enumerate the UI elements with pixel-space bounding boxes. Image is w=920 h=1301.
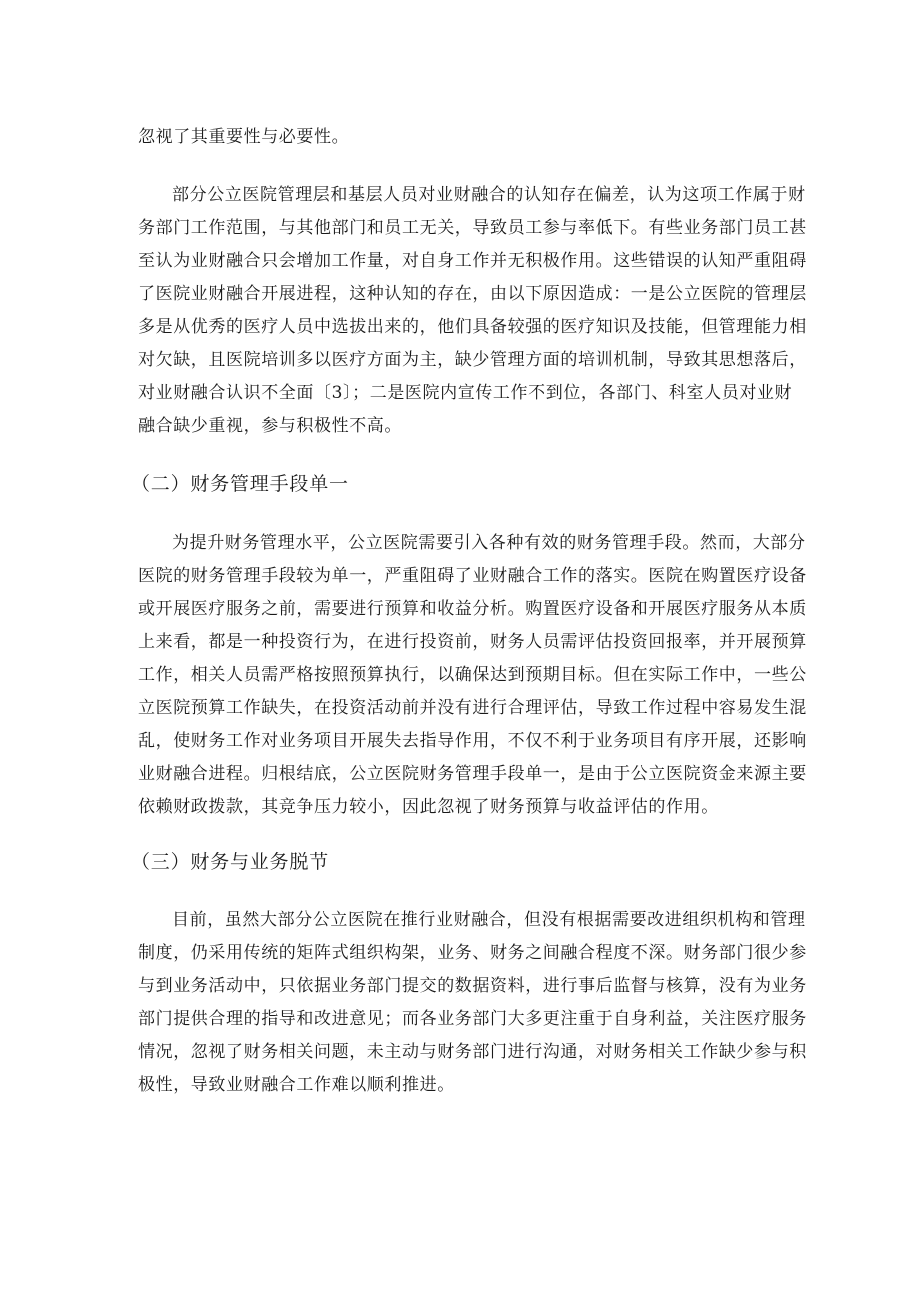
text-line: 融合缺少重视，参与积极性不高。 <box>138 416 402 436</box>
text-line: 至认为业财融合只会增加工作量，对自身工作并无积极作用。这些错误的认知严重阻碍 <box>138 251 807 271</box>
text-line: 目前，虽然大部分公立医院在推行业财融合，但没有根据需要改进组织机构和管理 <box>172 910 806 930</box>
text-line: 医院的财务管理手段较为单一，严重阻碍了业财融合工作的落实。医院在购置医疗设备 <box>138 566 807 586</box>
text-line: 多是从优秀的医疗人员中选拔出来的，他们具备较强的医疗知识及技能，但管理能力相 <box>138 317 807 337</box>
text-line: 部分公立医院管理层和基层人员对业财融合的认知存在偏差，认为这项工作属于财 <box>172 185 806 205</box>
text-line: 了医院业财融合开展进程，这种认知的存在，由以下原因造成：一是公立医院的管理层 <box>138 284 807 304</box>
text-line: 对欠缺，且医院培训多以医疗方面为主，缺少管理方面的培训机制，导致其思想落后， <box>138 350 807 370</box>
text-line: 立医院预算工作缺失，在投资活动前并没有进行合理评估，导致工作过程中容易发生混 <box>138 698 807 718</box>
text-line: 情况，忽视了财务相关问题，未主动与财务部门进行沟通，对财务相关工作缺少参与积 <box>138 1042 807 1062</box>
text-line: 忽视了其重要性与必要性。 <box>138 127 350 147</box>
text-line: 为提升财务管理水平，公立医院需要引入各种有效的财务管理手段。然而，大部分 <box>172 533 806 553</box>
text-line: 与到业务活动中，只依据业务部门提交的数据资料，进行事后监督与核算，没有为业务 <box>138 976 807 996</box>
text-line: 乱，使财务工作对业务项目开展失去指导作用，不仅不利于业务项目有序开展，还影响 <box>138 731 807 751</box>
text-line: 务部门工作范围，与其他部门和员工无关，导致员工参与率低下。有些业务部门员工甚 <box>138 218 807 238</box>
text-line: 制度，仍采用传统的矩阵式组织构架，业务、财务之间融合程度不深。财务部门很少参 <box>138 943 807 963</box>
section-heading: （三）财务与业务脱节 <box>131 851 330 873</box>
text-line: 或开展医疗服务之前，需要进行预算和收益分析。购置医疗设备和开展医疗服务从本质 <box>138 599 807 619</box>
text-line: 依赖财政拨款，其竞争压力较小，因此忽视了财务预算与收益评估的作用。 <box>138 797 719 817</box>
text-line: 上来看，都是一种投资行为，在进行投资前，财务人员需评估投资回报率，并开展预算 <box>138 632 807 652</box>
section-heading: （二）财务管理手段单一 <box>131 473 349 495</box>
text-line: 部门提供合理的指导和改进意见；而各业务部门大多更注重于自身利益，关注医疗服务 <box>138 1009 807 1029</box>
text-line: 对业财融合认识不全面〔3〕；二是医院内宣传工作不到位，各部门、科室人员对业财 <box>138 383 793 403</box>
text-line: 极性，导致业财融合工作难以顺利推进。 <box>138 1075 455 1095</box>
text-line: 业财融合进程。归根结底，公立医院财务管理手段单一，是由于公立医院资金来源主要 <box>138 764 807 784</box>
text-line: 工作，相关人员需严格按照预算执行，以确保达到预期目标。但在实际工作中，一些公 <box>138 665 807 685</box>
